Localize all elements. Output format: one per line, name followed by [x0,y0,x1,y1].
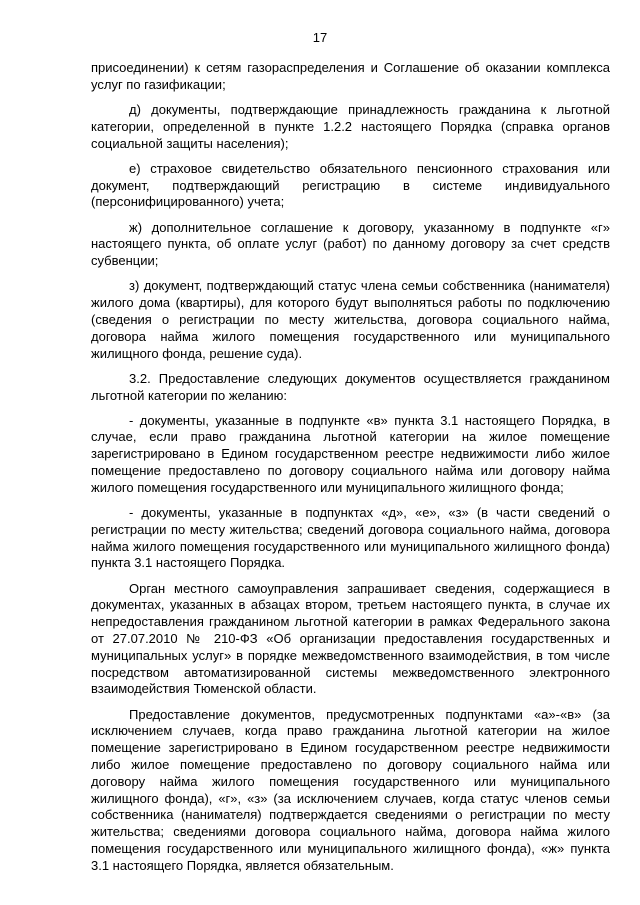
document-body [91,60,610,883]
paragraph-item-zh: ж) дополнительное соглашение к договору, указанному в подпункте «г» настоящего пункта, об оплате услуг (работ) по данному договору за счет средств субвенции; [91,219,610,269]
paragraph-item-e: е) страховое свидетельство обязательного пенсионного страхования или документ, подтверждающий регистрацию в системе индивидуального (персонифицированного) учета; [91,160,610,210]
paragraph-item-d: д) документы, подтверждающие принадлежность гражданина к льготной категории, определенной в пункте 1.2.2 настоящего Порядка (справка органов социальной защиты населения); [91,101,610,151]
paragraph-section-3-2: 3.2. Предоставление следующих документов осуществляется гражданином льготной категории по желанию: [91,370,610,403]
paragraph-continuation: присоединении) к сетям газораспределения и Соглашение об оказании комплекса услуг по газификации; [91,60,610,92]
paragraph-bullet-2: - документы, указанные в подпунктах «д», «е», «з» (в части сведений о регистрации по месту жительства; сведений договора социального найма, договора найма жилого помещения государственного или муниципального жилищного фонда) пункта 3.1 настоящего Порядка. [91,505,610,571]
page-number: 17 [312,30,328,45]
paragraph-mandatory-docs: Предоставление документов, предусмотренных подпунктами «а»-«в» (за исключением случаев, когда право гражданина льготной категории на жилое помещение зарегистрировано в Едином государственном реестре недвижимости либо жилое помещение предоставлено по договору социального найма или договору найма жилого помещения государственного или муниципального жилищного фонда), «г», «з» (за исключением случаев, когда статус членов семьи собственника (нанимателя) подтверждается сведениями о регистрации по месту жительства; сведениями договора социального найма, договора найма жилого помещения государственного или муниципального жилищного фонда), «ж» пункта 3.1 настоящего Порядка, является обязательным. [91,706,610,873]
paragraph-local-authority: Орган местного самоуправления запрашивает сведения, содержащиеся в документах, указанных в абзацах втором, третьем настоящего пункта, в случае их непредоставления гражданином льготной категории в рамках Федерального закона от 27.07.2010 № 210-ФЗ «Об организации предоставления государственных и муниципальных услуг» в порядке межведомственного взаимодействия, в том числе посредством автоматизированной системы межведомственного электронного взаимодействия Тюменской области. [91,580,610,697]
paragraph-bullet-1: - документы, указанные в подпункте «в» пункта 3.1 настоящего Порядка, в случае, если право гражданина льготной категории на жилое помещение зарегистрировано в Едином государственном реестре недвижимости либо жилое помещение предоставлено по договору социального найма или договору найма жилого помещения государственного или муниципального жилищного фонда; [91,412,610,495]
paragraph-item-z: з) документ, подтверждающий статус члена семьи собственника (нанимателя) жилого дома (квартиры), для которого будут выполняться работы по подключению (сведения о регистрации по месту жительства, договора социального найма, договора найма жилого помещения государственного или муниципального жилищного фонда, решение суда). [91,278,610,361]
